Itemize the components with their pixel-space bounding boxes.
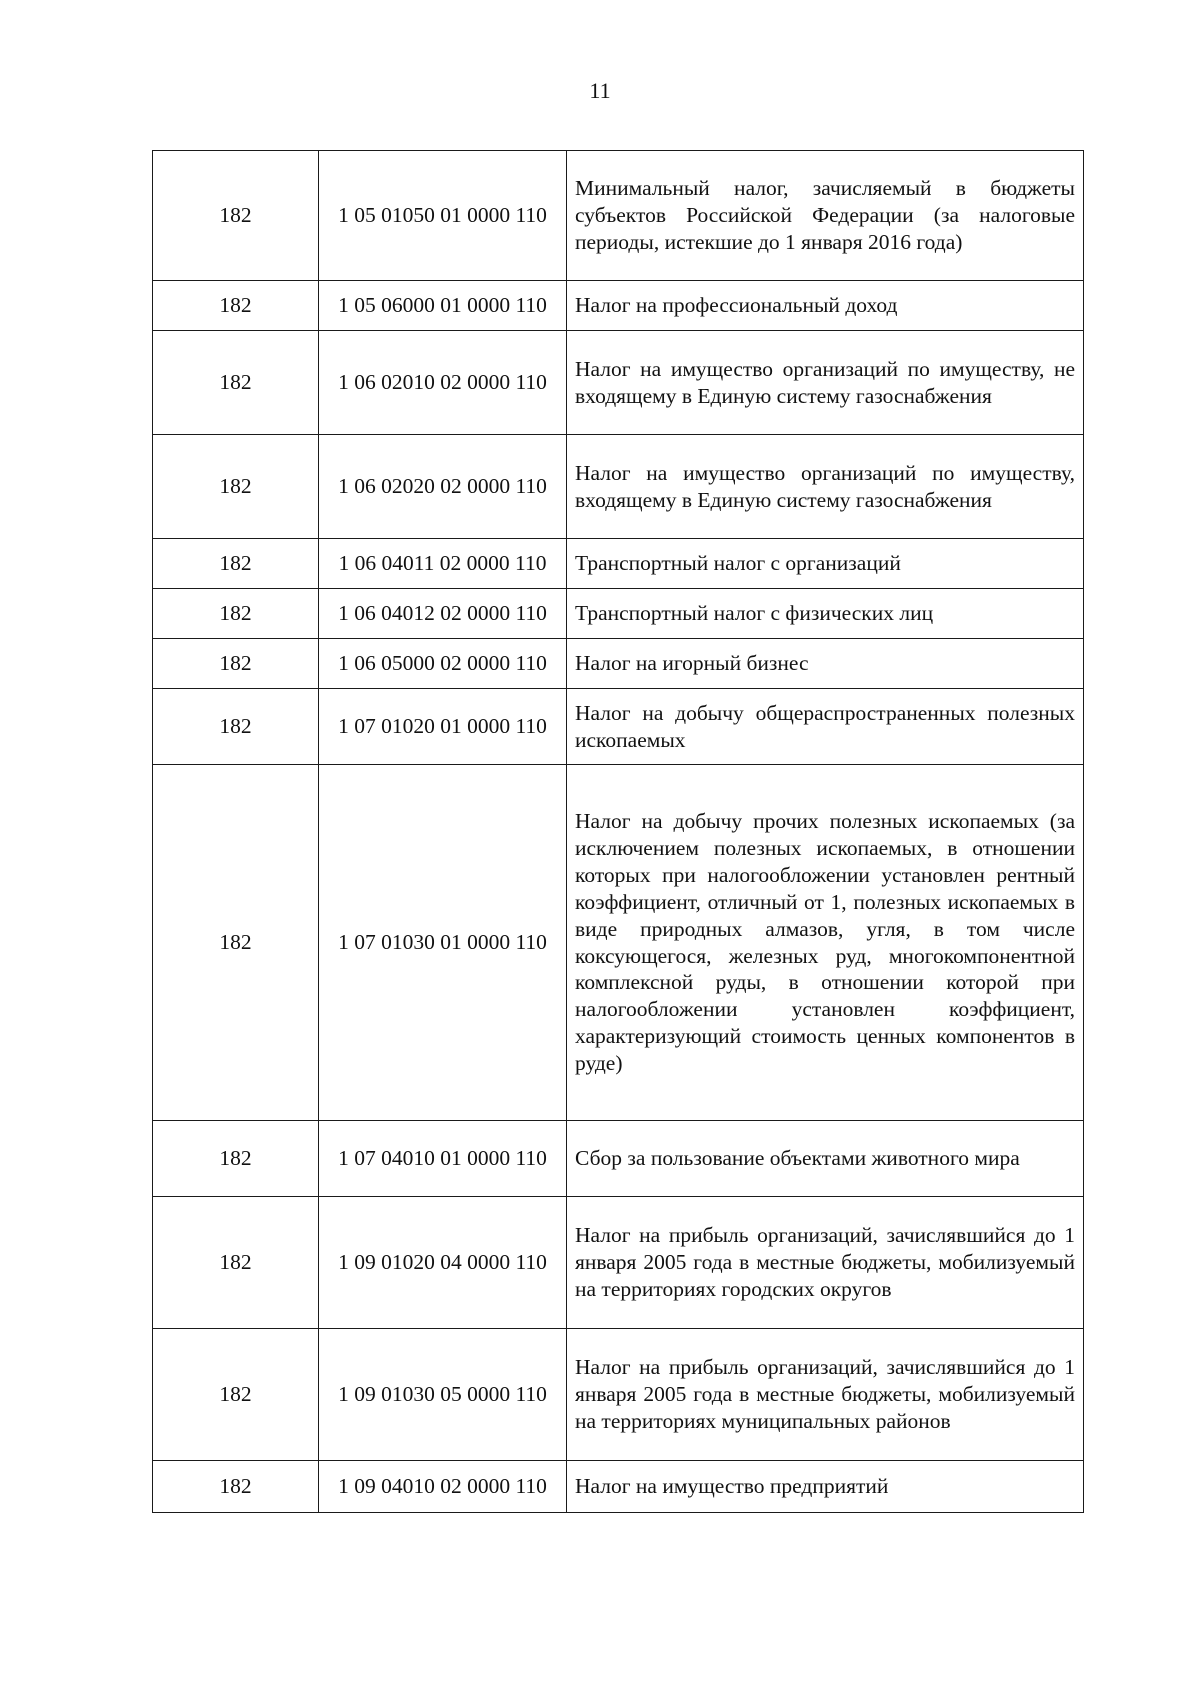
table-row xyxy=(153,1329,1084,1461)
budget-code-cell: 1 09 01030 05 0000 110 xyxy=(319,1329,567,1461)
table-row xyxy=(153,1121,1084,1197)
revenue-name-cell: Минимальный налог, зачисляемый в бюджеты субъектов Российской Федерации (за налоговые периоды, истекшие до 1 января 2016 года) xyxy=(567,151,1084,281)
admin-code-cell: 182 xyxy=(153,1121,319,1197)
revenue-name-cell: Налог на имущество предприятий xyxy=(567,1461,1084,1513)
budget-code-cell: 1 05 06000 01 0000 110 xyxy=(319,281,567,331)
revenue-name-cell: Налог на имущество организаций по имуществу, входящему в Единую систему газоснабжения xyxy=(567,435,1084,539)
table-row xyxy=(153,151,1084,281)
admin-code-cell: 182 xyxy=(153,539,319,589)
revenue-name-cell: Налог на добычу общераспространенных полезных ископаемых xyxy=(567,689,1084,765)
budget-code-cell: 1 06 04012 02 0000 110 xyxy=(319,589,567,639)
table-row xyxy=(153,281,1084,331)
table-row xyxy=(153,589,1084,639)
budget-code-cell: 1 06 04011 02 0000 110 xyxy=(319,539,567,589)
revenue-name-cell: Сбор за пользование объектами животного мира xyxy=(567,1121,1084,1197)
revenue-name-cell: Налог на профессиональный доход xyxy=(567,281,1084,331)
admin-code-cell: 182 xyxy=(153,1329,319,1461)
revenue-name-cell: Транспортный налог с организаций xyxy=(567,539,1084,589)
revenue-name-cell: Налог на прибыль организаций, зачислявшийся до 1 января 2005 года в местные бюджеты, мобилизуемый на территориях муниципальных районов xyxy=(567,1329,1084,1461)
admin-code-cell: 182 xyxy=(153,1197,319,1329)
budget-code-cell: 1 07 01020 01 0000 110 xyxy=(319,689,567,765)
revenue-name-cell: Налог на прибыль организаций, зачислявшийся до 1 января 2005 года в местные бюджеты, мобилизуемый на территориях городских округов xyxy=(567,1197,1084,1329)
table-row xyxy=(153,689,1084,765)
table-row xyxy=(153,539,1084,589)
budget-code-cell: 1 09 04010 02 0000 110 xyxy=(319,1461,567,1513)
admin-code-cell: 182 xyxy=(153,331,319,435)
admin-code-cell: 182 xyxy=(153,589,319,639)
table-row xyxy=(153,765,1084,1121)
budget-code-cell: 1 06 02010 02 0000 110 xyxy=(319,331,567,435)
table-row xyxy=(153,435,1084,539)
budget-code-cell: 1 07 01030 01 0000 110 xyxy=(319,765,567,1121)
table-row xyxy=(153,1197,1084,1329)
revenue-name-cell: Налог на добычу прочих полезных ископаемых (за исключением полезных ископаемых, в отношении которых при налогообложении установлен рентный коэффициент, отличный от 1, полезных ископаемых в виде природных алмазов, угля, в том числе коксующегося, железных руд, многокомпонентной комплексной руды, в отношении которой при налогообложении установлен коэффициент, характеризующий стоимость ценных компонентов в руде) xyxy=(567,765,1084,1121)
admin-code-cell: 182 xyxy=(153,281,319,331)
budget-code-cell: 1 05 01050 01 0000 110 xyxy=(319,151,567,281)
budget-code-cell: 1 07 04010 01 0000 110 xyxy=(319,1121,567,1197)
budget-code-cell: 1 06 02020 02 0000 110 xyxy=(319,435,567,539)
table-row xyxy=(153,1461,1084,1513)
admin-code-cell: 182 xyxy=(153,765,319,1121)
budget-code-cell: 1 09 01020 04 0000 110 xyxy=(319,1197,567,1329)
budget-codes-table xyxy=(152,150,1084,1513)
admin-code-cell: 182 xyxy=(153,1461,319,1513)
admin-code-cell: 182 xyxy=(153,689,319,765)
revenue-name-cell: Налог на игорный бизнес xyxy=(567,639,1084,689)
admin-code-cell: 182 xyxy=(153,435,319,539)
revenue-name-cell: Транспортный налог с физических лиц xyxy=(567,589,1084,639)
admin-code-cell: 182 xyxy=(153,151,319,281)
table-row xyxy=(153,639,1084,689)
admin-code-cell: 182 xyxy=(153,639,319,689)
page-number: 11 xyxy=(589,78,611,103)
table-row xyxy=(153,331,1084,435)
revenue-name-cell: Налог на имущество организаций по имуществу, не входящему в Единую систему газоснабжения xyxy=(567,331,1084,435)
budget-code-cell: 1 06 05000 02 0000 110 xyxy=(319,639,567,689)
